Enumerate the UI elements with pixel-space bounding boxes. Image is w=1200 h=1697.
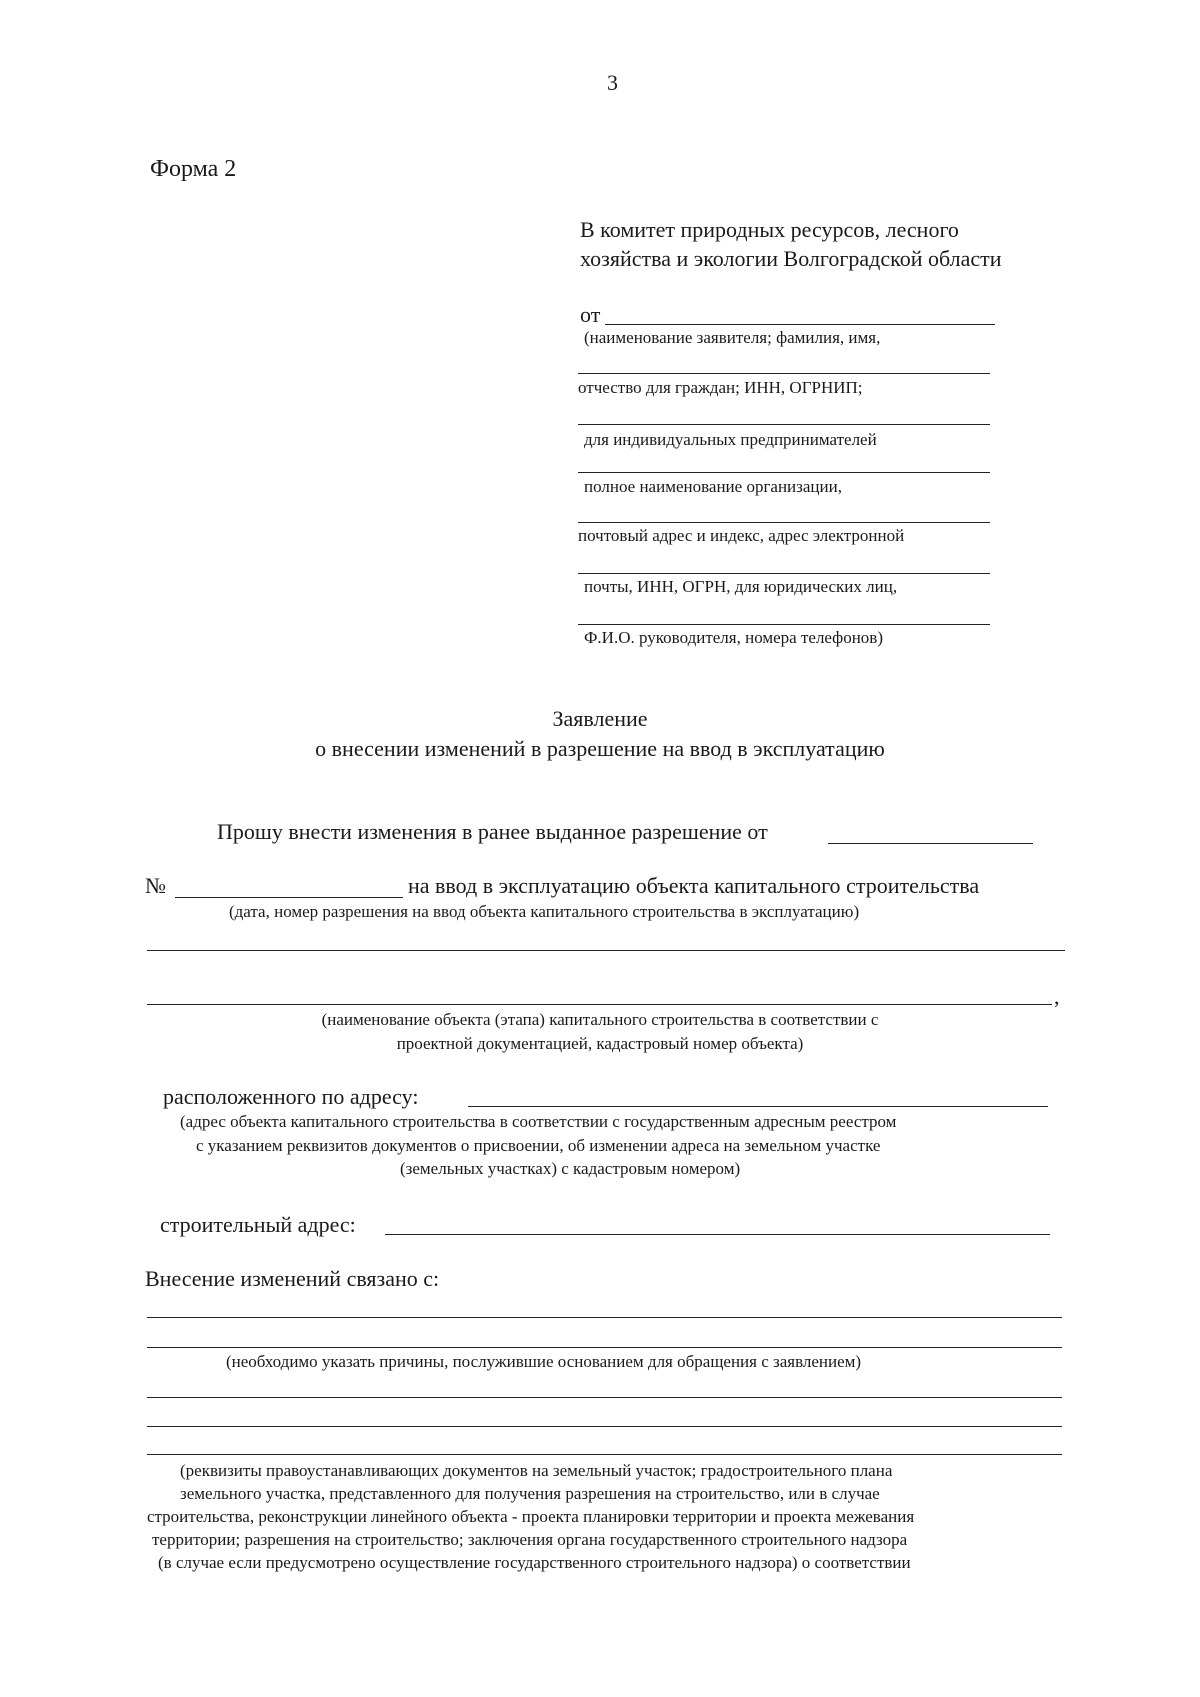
addressee-line-1: В комитет природных ресурсов, лесного bbox=[580, 217, 959, 242]
applicant-hint-7: Ф.И.О. руководителя, номера телефонов) bbox=[584, 628, 883, 647]
build-address-label: строительный адрес: bbox=[160, 1212, 356, 1237]
docs-field-3[interactable] bbox=[147, 1454, 1062, 1455]
docs-hint-2: земельного участка, представленного для получения разрешения на строительство, или в случае bbox=[180, 1484, 880, 1503]
request-text: Прошу внести изменения в ранее выданное разрешение от bbox=[217, 819, 768, 844]
number-sign: № bbox=[145, 873, 166, 898]
changes-label: Внесение изменений связано с: bbox=[145, 1266, 440, 1291]
applicant-field-line-4[interactable] bbox=[578, 472, 990, 473]
docs-hint-3: строительства, реконструкции линейного объекта - проекта планировки территории и проекта межевания bbox=[147, 1507, 915, 1526]
object-hint-1: (наименование объекта (этапа) капитального строительства в соответствии с bbox=[321, 1010, 879, 1029]
applicant-hint-2: отчество для граждан; ИНН, ОГРНИП; bbox=[578, 378, 863, 397]
applicant-hint-5: почтовый адрес и индекс, адрес электронной bbox=[578, 526, 905, 545]
address-field[interactable] bbox=[468, 1106, 1048, 1107]
permit-date-field[interactable] bbox=[828, 843, 1033, 844]
from-label: от bbox=[580, 302, 601, 327]
reasons-hint: (необходимо указать причины, послужившие основанием для обращения с заявлением) bbox=[226, 1352, 862, 1371]
address-hint-3: (земельных участках) с кадастровым номером) bbox=[400, 1159, 741, 1178]
docs-field-1[interactable] bbox=[147, 1397, 1062, 1398]
located-label: расположенного по адресу: bbox=[163, 1084, 419, 1109]
form-label: Форма 2 bbox=[150, 156, 237, 182]
docs-field-2[interactable] bbox=[147, 1426, 1062, 1427]
applicant-hint-4: полное наименование организации, bbox=[584, 477, 842, 496]
docs-hint-4: территории; разрешения на строительство; заключения органа государственного строительного надзора bbox=[152, 1530, 908, 1549]
build-address-field[interactable] bbox=[385, 1234, 1050, 1235]
docs-hint-5: (в случае если предусмотрено осуществление государственного строительного надзора) о соответствии bbox=[158, 1553, 911, 1572]
page-number: 3 bbox=[607, 70, 618, 95]
docs-hint-1: (реквизиты правоустанавливающих документов на земельный участок; градостроительного плана bbox=[180, 1461, 893, 1480]
applicant-field-line-6[interactable] bbox=[578, 573, 990, 574]
object-text: на ввод в эксплуатацию объекта капитального строительства bbox=[408, 873, 980, 898]
object-name-field-1[interactable] bbox=[147, 950, 1065, 951]
permit-number-field[interactable] bbox=[175, 897, 403, 898]
object-comma: , bbox=[1054, 984, 1060, 1009]
applicant-field-line-5[interactable] bbox=[578, 522, 990, 523]
applicant-hint-3: для индивидуальных предпринимателей bbox=[584, 430, 877, 449]
object-name-field-2[interactable] bbox=[147, 1004, 1052, 1005]
addressee-line-2: хозяйства и экологии Волгоградской области bbox=[580, 246, 1002, 271]
permit-hint: (дата, номер разрешения на ввод объекта капитального строительства в эксплуатацию) bbox=[229, 902, 860, 921]
applicant-hint-6: почты, ИНН, ОГРН, для юридических лиц, bbox=[584, 577, 898, 596]
applicant-field-line-3[interactable] bbox=[578, 424, 990, 425]
document-title: Заявление bbox=[552, 706, 648, 731]
applicant-hint-1: (наименование заявителя; фамилия, имя, bbox=[584, 328, 881, 347]
applicant-field-line-7[interactable] bbox=[578, 624, 990, 625]
applicant-field-line-1[interactable] bbox=[605, 324, 995, 325]
object-hint-2: проектной документацией, кадастровый номер объекта) bbox=[396, 1034, 804, 1053]
reason-field-2[interactable] bbox=[147, 1347, 1062, 1348]
applicant-field-line-2[interactable] bbox=[578, 373, 990, 374]
reason-field-1[interactable] bbox=[147, 1317, 1062, 1318]
document-subtitle: о внесении изменений в разрешение на ввод в эксплуатацию bbox=[315, 736, 885, 761]
address-hint-1: (адрес объекта капитального строительства в соответствии с государственным адресным реестром bbox=[180, 1112, 897, 1131]
address-hint-2: с указанием реквизитов документов о присвоении, об изменении адреса на земельном участке bbox=[196, 1136, 881, 1155]
